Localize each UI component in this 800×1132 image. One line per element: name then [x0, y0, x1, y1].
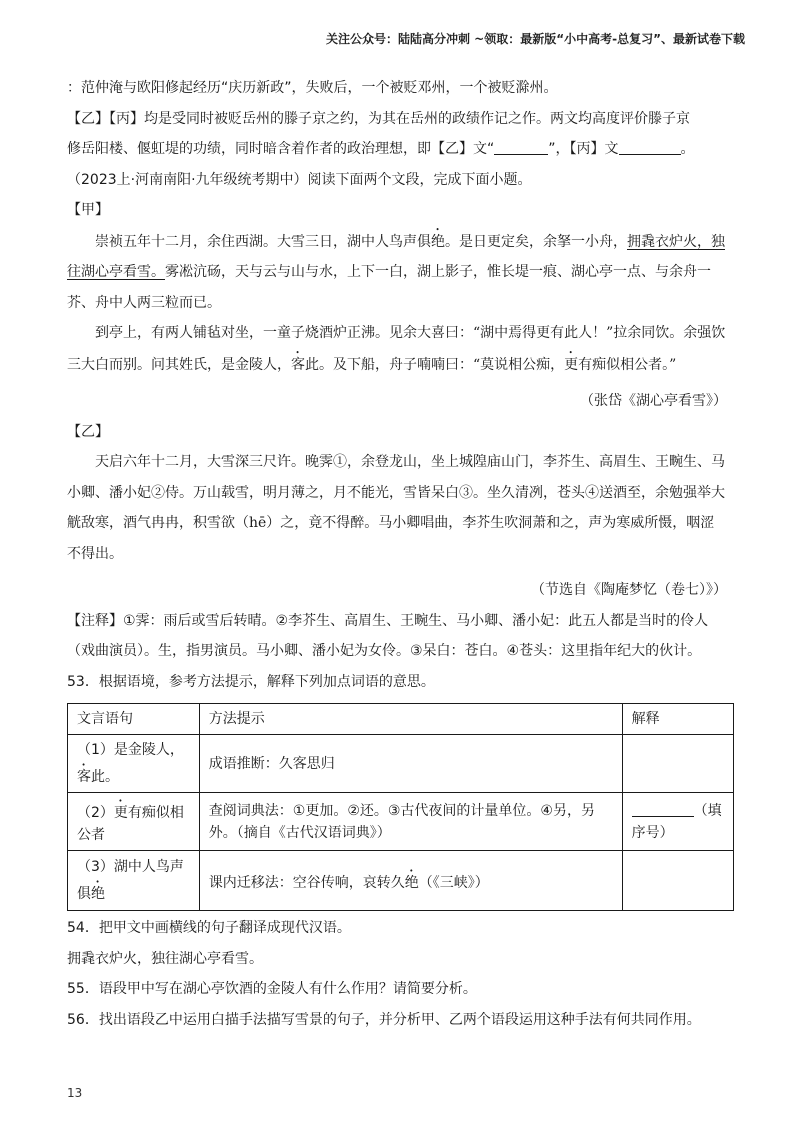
table-row — [68, 735, 734, 793]
table-header: 方法提示 — [199, 704, 622, 735]
passage-yi-label: 【乙】 — [67, 423, 109, 440]
intro-line-3-text-c: 。 — [680, 141, 695, 157]
question-53-table — [67, 703, 734, 911]
table-cell-sentence — [68, 735, 200, 793]
jia-text: 到亭上，有两人铺毡对坐，一童子烧酒炉正沸。见余大喜曰：“湖中焉得更有此人！”拉余同饮。余强饮三大白而别。问其姓氏，是金陵人， — [67, 325, 726, 373]
answer-cell-3[interactable] — [622, 851, 733, 911]
cell-text: 此。 — [91, 769, 119, 785]
question-54-prompt: 54．把甲文中画横线的句子翻译成现代汉语。 — [67, 920, 351, 936]
answer-blank[interactable] — [632, 802, 694, 817]
table-row — [68, 793, 734, 851]
jia-text: 有痴似相公者。” — [578, 356, 677, 373]
question-53-prompt: 53．根据语境，参考方法提示，解释下列加点词语的意思。 — [67, 673, 435, 690]
passage-jia-paragraph-2 — [67, 318, 727, 380]
cell-text: （《三峡》） — [418, 875, 489, 891]
table-cell-sentence — [68, 793, 200, 851]
dotted-word-ke: 客 — [291, 356, 305, 373]
page-header: 关注公众号：陆陆高分冲刺 ~领取：最新版“小中高考-总复习”、最新试卷下载 — [326, 32, 745, 46]
annotation-notes: 【注释】①霁：雨后或雪后转晴。②李芥生、高眉生、王畹生、马小卿、潘小妃：此五人都是当时的伶人（戏曲演员）。生，指男演员。马小卿、潘小妃为女伶。③呆白：苍白。④苍头：这里指年纪大的伙计。 — [67, 612, 709, 659]
intro-line-1: ：范仲淹与欧阳修起经历“庆历新政”，失败后，一个被贬邓州，一个被贬滁州。 — [67, 80, 558, 96]
jia-text: 。是日更定矣，余拏一小舟， — [445, 233, 627, 250]
answer-cell-1[interactable] — [622, 735, 733, 793]
question-56-prompt: 56．找出语段乙中运用白描手法描写雪景的句子，并分析甲、乙两个语段运用这种手法有何共同作用。 — [67, 1011, 701, 1028]
dotted-word-geng: 更 — [564, 356, 579, 373]
intro-line-2: 【乙】【丙】均是受同时被贬岳州的滕子京之约，为其在岳州的政绩作记之作。两文均高度评价滕子京 — [67, 110, 690, 127]
table-cell-method: 成语推断：久客思归 — [199, 735, 622, 793]
cell-text: （2） — [77, 805, 114, 821]
dotted-word-jue: 绝 — [91, 886, 105, 902]
page-number: 13 — [67, 1086, 83, 1100]
underlined-sentence: 拥毳衣炉火，独往湖心亭看雪。 — [67, 233, 725, 280]
cell-text: 课内迁移法：空谷传响，哀转久 — [208, 875, 405, 891]
jia-text: 雾凇沆砀，天与云与山与水，上下一白，湖上影子，惟长堤一痕、湖心亭一点、与余舟一芥、舟中人两三粒而已。 — [67, 264, 711, 311]
cell-text: 有痴似相公者 — [77, 805, 184, 843]
table-cell-method — [199, 851, 622, 911]
jia-text: 崇祯五年十二月，余住西湖。大雪三日，湖中人鸟声俱 — [95, 233, 431, 250]
table-cell-method: 查阅词典法：①更加。②还。③古代夜间的计量单位。④另，另外。（摘自《古代汉语词典》） — [199, 793, 622, 851]
passage-yi-paragraph: 天启六年十二月，大雪深三尺许。晚霁①，余登龙山，坐上城隍庙山门，李芥生、高眉生、王畹生、马小卿、潘小妃②侍。万山载雪，明月薄之，月不能光，雪皆呆白③。坐久清冽，苍头④送酒至，余勉强举大觥敌寒，酒气冉冉，积雪欲（hē）之，竟不得醉。马小卿唱曲，李芥生吹洞萧和之，声为寒威所慑，咽涩不得出。 — [67, 454, 725, 562]
document-body — [67, 73, 727, 1035]
answer-blank-yi[interactable] — [494, 140, 548, 155]
dotted-word-jue: 绝 — [431, 233, 445, 250]
passage-jia-label: 【甲】 — [67, 202, 109, 218]
passage-jia-paragraph-1 — [67, 226, 727, 319]
answer-cell-2[interactable] — [622, 793, 733, 851]
table-header-row — [68, 704, 734, 735]
answer-hint: （填序号） — [631, 802, 722, 841]
question-54-sentence: 拥毳衣炉火，独往湖心亭看雪。 — [67, 950, 263, 967]
table-header: 解释 — [622, 704, 733, 735]
answer-blank-bing[interactable] — [619, 140, 681, 155]
question-source: （2023上·河南南阳·九年级统考期中）阅读下面两个文段，完成下面小题。 — [67, 171, 532, 188]
passage-jia-source: （张岱《湖心亭看雪》） — [580, 393, 727, 409]
intro-line-3-text-b: ”，【丙】文 — [548, 141, 619, 157]
cell-text: （1）是金陵人， — [77, 742, 184, 758]
question-55-prompt: 55．语段甲中写在湖心亭饮酒的金陵人有什么作用？请简要分析。 — [67, 981, 477, 997]
dotted-word-ke: 客 — [77, 769, 91, 785]
intro-line-3-text-a: 修岳阳楼、偃虹堤的功绩，同时暗含着作者的政治理想，即【乙】文“ — [67, 141, 495, 157]
cell-text: （3）湖中人鸟声俱 — [77, 859, 184, 902]
table-cell-sentence — [68, 851, 200, 911]
table-row — [68, 851, 734, 911]
table-header: 文言语句 — [68, 704, 200, 735]
dotted-word-geng: 更 — [113, 805, 128, 821]
passage-yi-source: （节选自《陶庵梦忆（卷七）》） — [531, 582, 727, 598]
intro-line-3 — [67, 134, 727, 165]
jia-text: 此。及下船，舟子喃喃曰：“莫说相公痴， — [305, 356, 565, 373]
dotted-word-jue: 绝 — [404, 875, 419, 891]
